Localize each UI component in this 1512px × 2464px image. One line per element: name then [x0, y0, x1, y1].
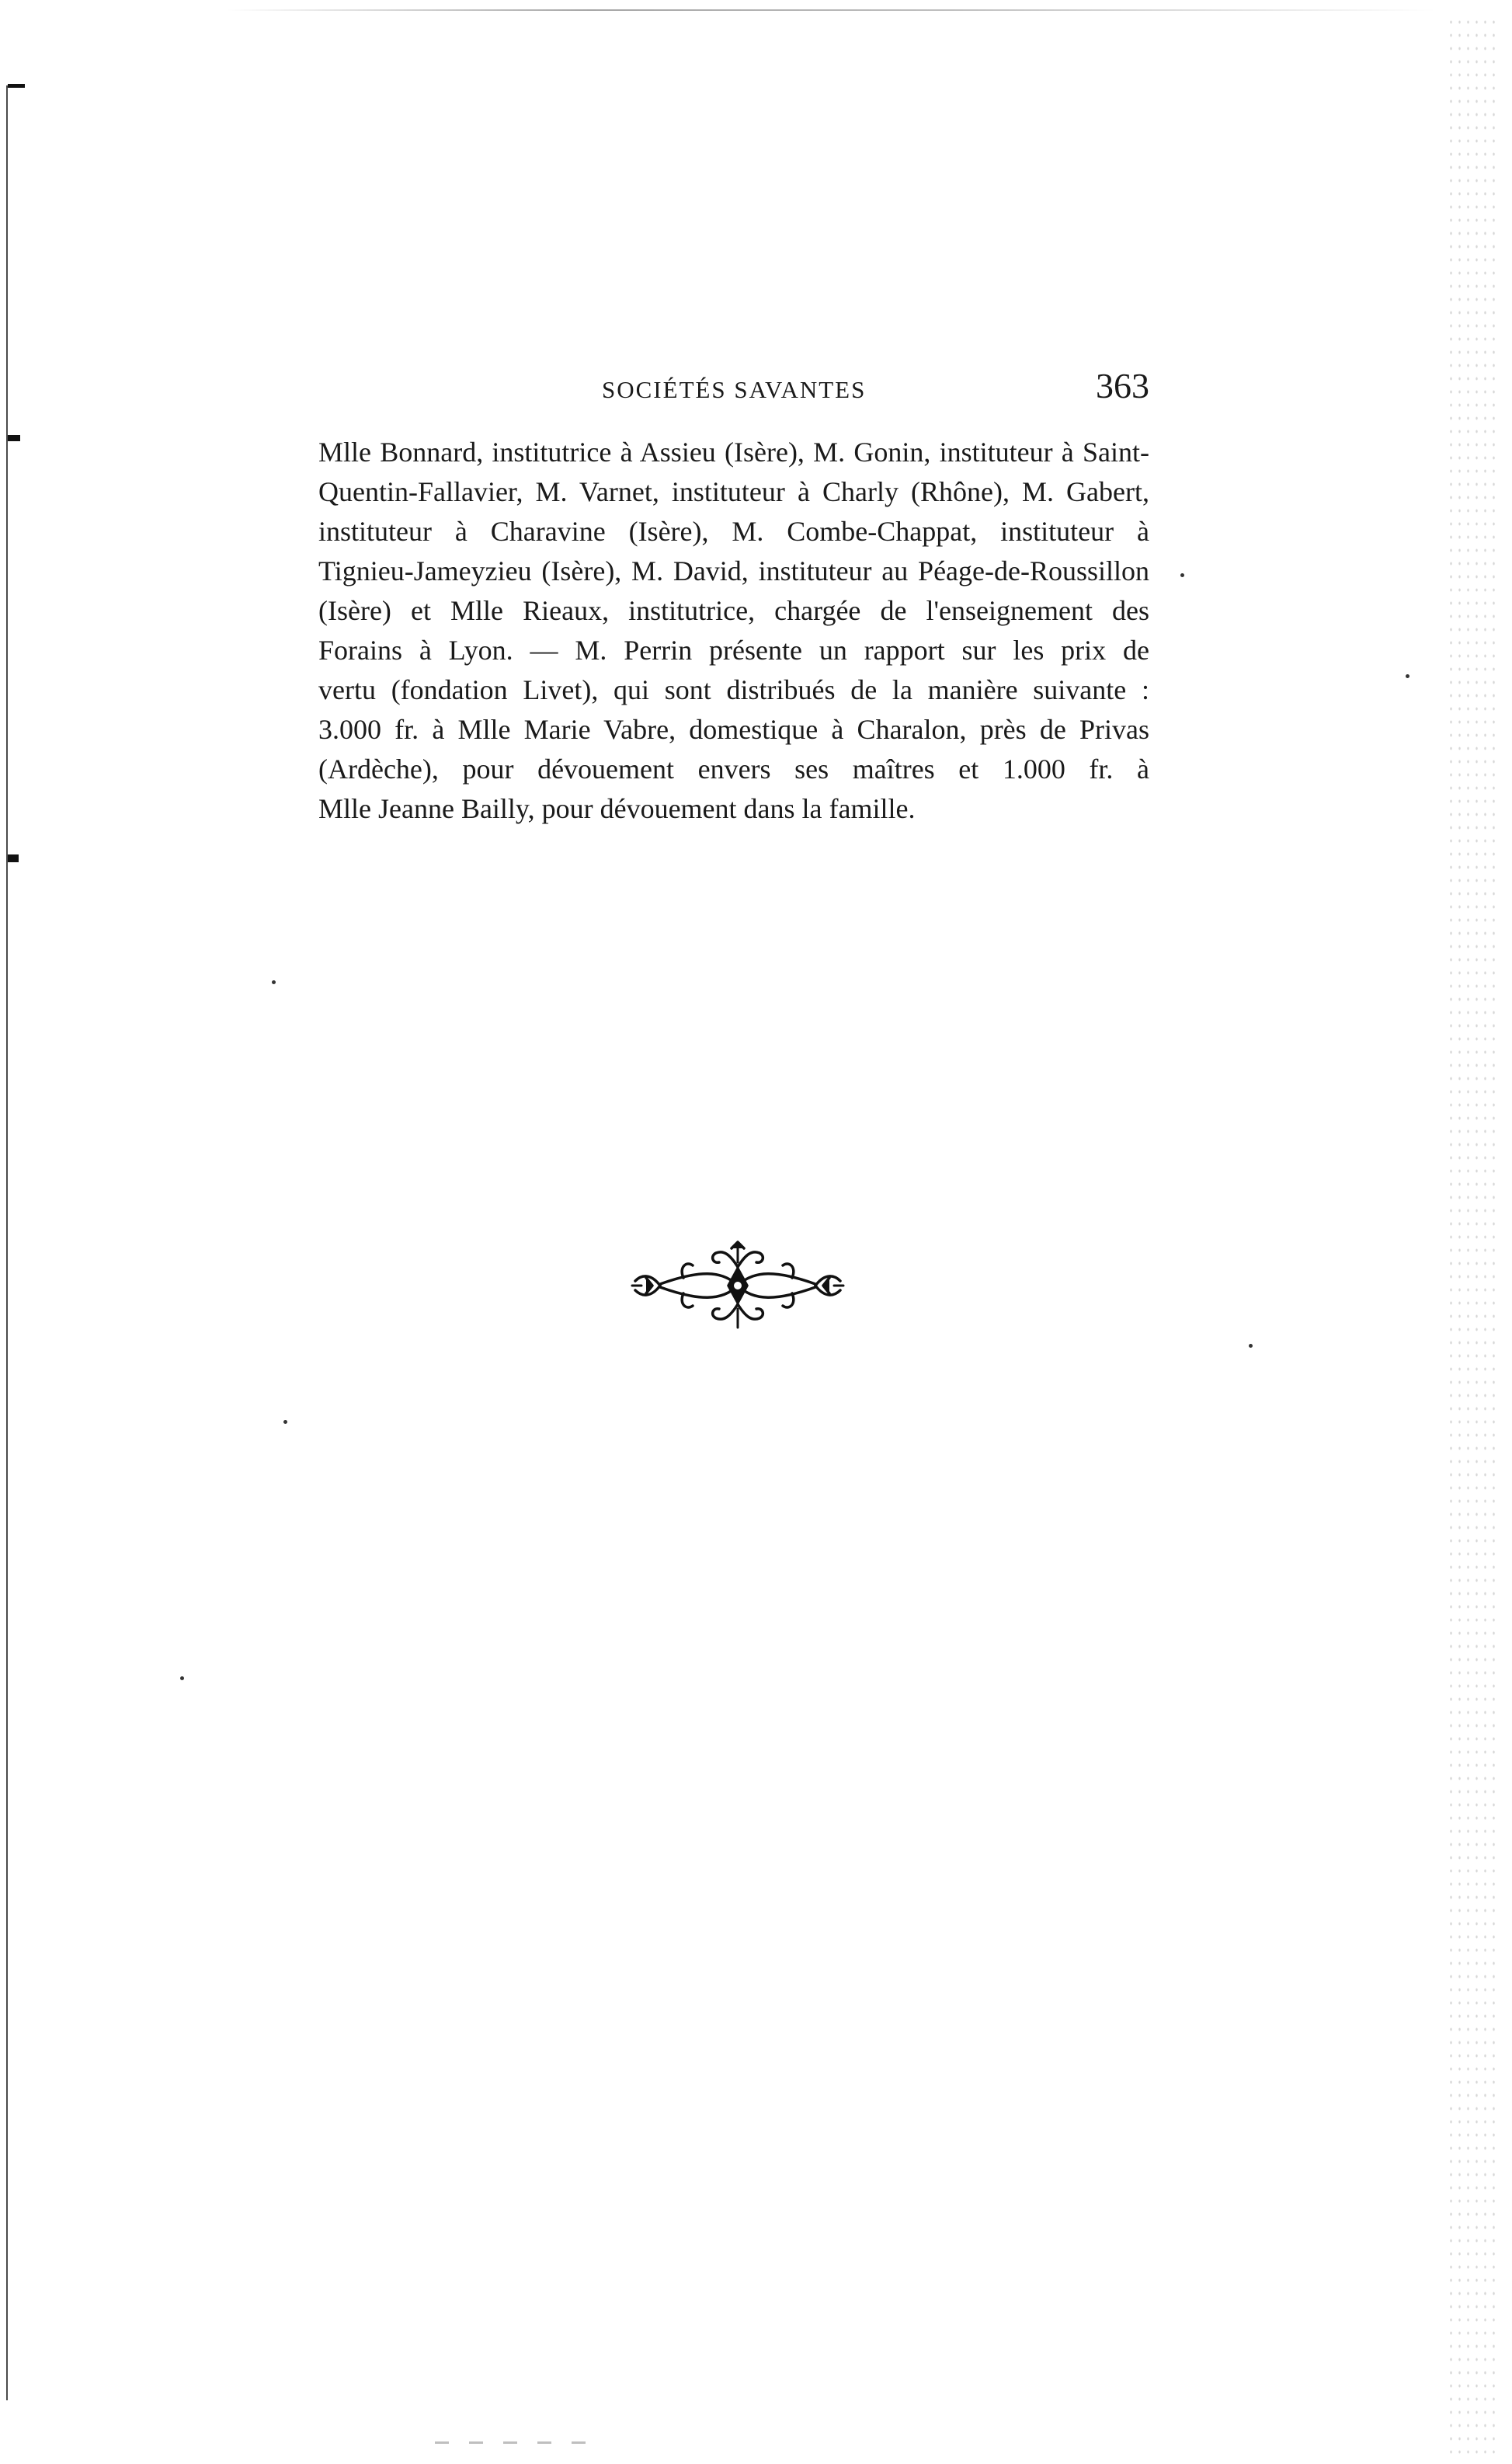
text-line: (Ardèche), pour dévouement envers ses maîtres et 1.000 fr. à: [318, 753, 1149, 785]
scan-speck: [1406, 674, 1409, 678]
page-number: 363: [1096, 366, 1149, 405]
scan-border-left: [6, 85, 8, 2400]
scan-mark: [8, 435, 20, 441]
scan-speck: [180, 1676, 184, 1680]
fleuron-ornament-icon: [629, 1239, 846, 1332]
text-line: Mlle Jeanne Bailly, pour dévouement dans la famille.: [318, 793, 916, 824]
text-line: (Isère) et Mlle Rieaux, institutrice, chargée de l'enseignement des: [318, 595, 1149, 626]
body-paragraph: [318, 433, 1149, 829]
scan-speck: [283, 1420, 287, 1424]
text-line: Mlle Bonnard, institutrice à Assieu (Isère), M. Gonin, instituteur à Saint-: [318, 437, 1149, 468]
scan-border-bottom: [435, 2441, 606, 2444]
text-line: Tignieu-Jameyzieu (Isère), M. David, instituteur au Péage-de-Roussillon: [318, 555, 1149, 586]
text-line: vertu (fondation Livet), qui sont distribués de la manière suivante :: [318, 674, 1149, 705]
scan-speck: [1180, 573, 1184, 577]
scan-mark: [8, 84, 25, 88]
running-header: [318, 365, 1149, 419]
scan-border-right: [1447, 16, 1501, 2455]
scan-border-top: [225, 9, 1437, 11]
text-line: Forains à Lyon. — M. Perrin présente un rapport sur les prix de: [318, 635, 1149, 666]
running-title: SOCIÉTÉS SAVANTES: [602, 376, 867, 403]
scan-mark: [8, 854, 19, 862]
text-line: Quentin-Fallavier, M. Varnet, instituteur à Charly (Rhône), M. Gabert,: [318, 476, 1149, 507]
scan-speck: [272, 980, 276, 984]
text-line: 3.000 fr. à Mlle Marie Vabre, domestique à Charalon, près de Privas: [318, 714, 1149, 745]
scan-speck: [1249, 1344, 1253, 1348]
text-line: instituteur à Charavine (Isère), M. Combe-Chappat, instituteur à: [318, 516, 1149, 547]
